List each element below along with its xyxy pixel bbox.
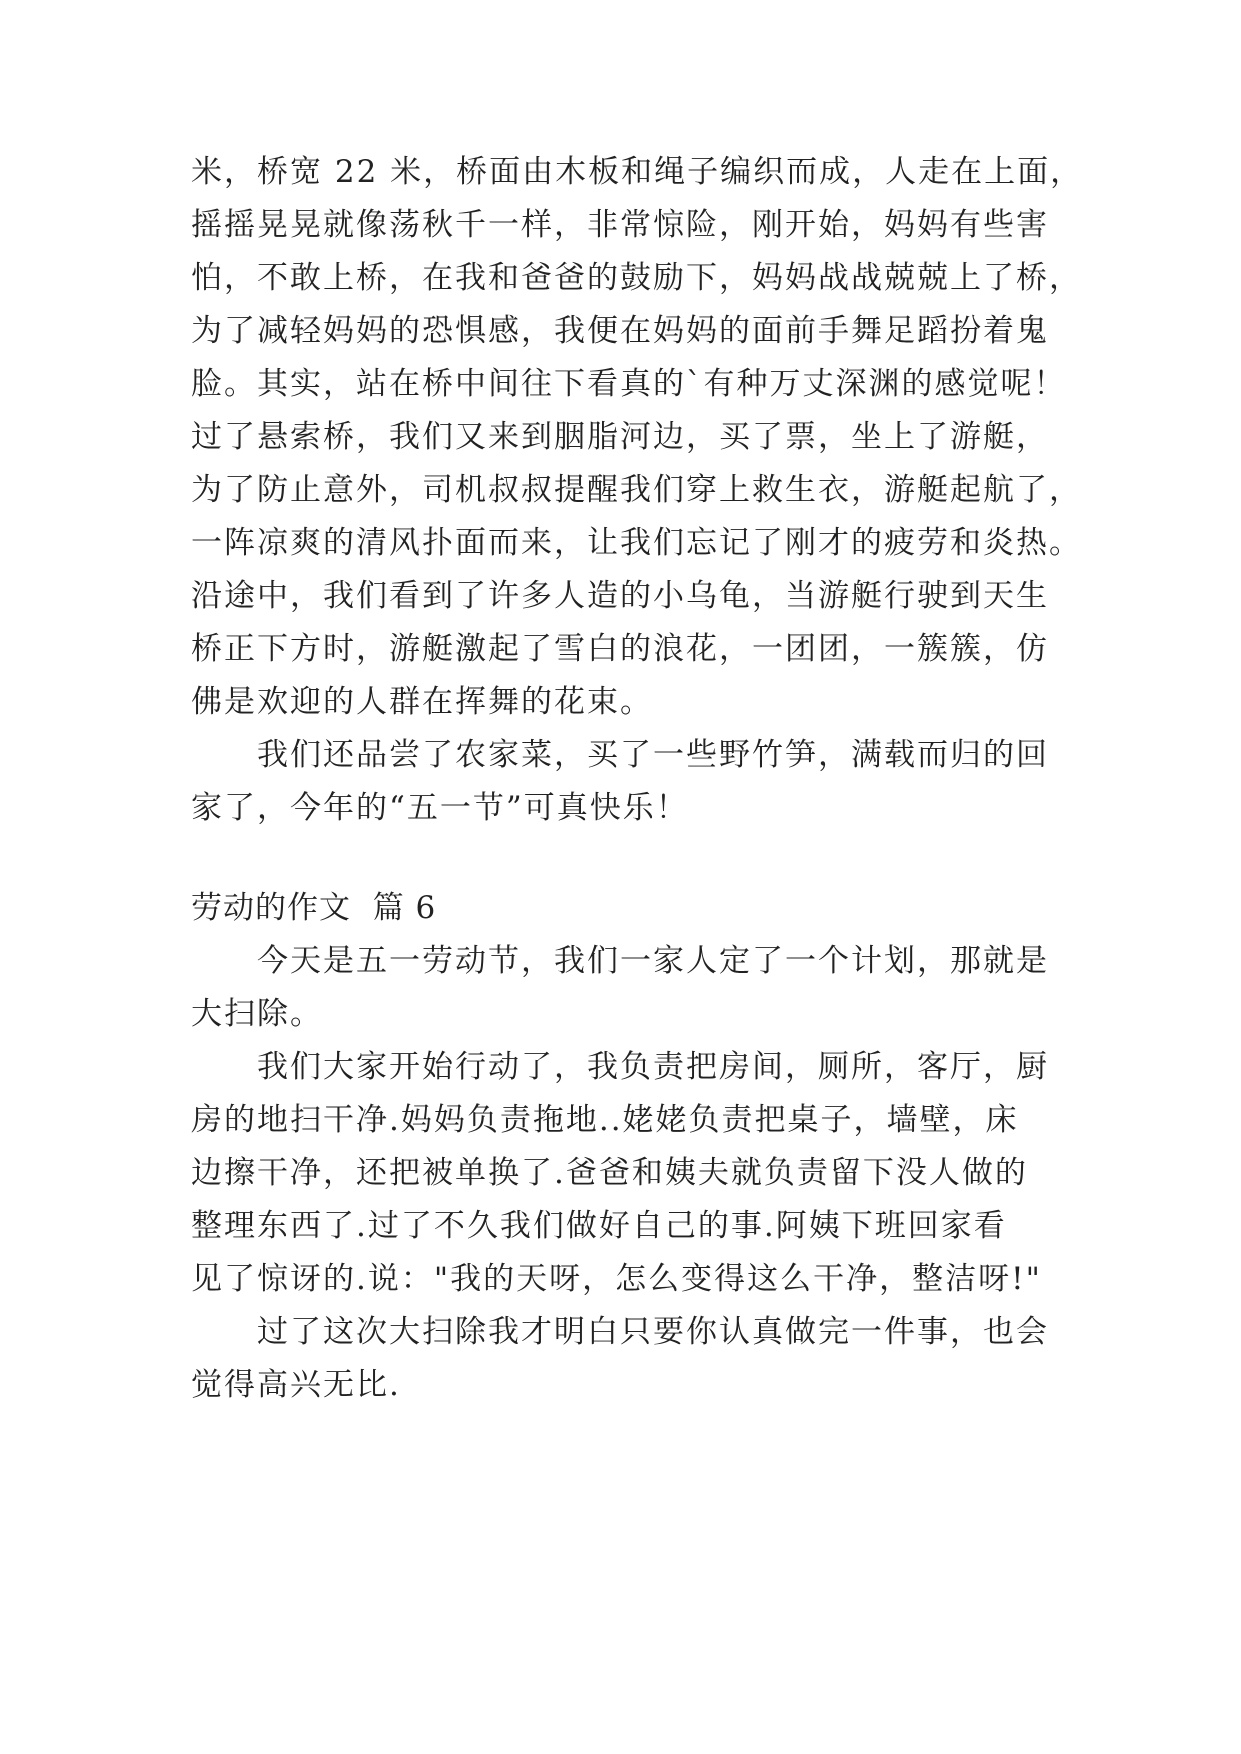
text-line: 沿途中，我们看到了许多人造的小乌龟，当游艇行驶到天生 <box>191 578 1049 614</box>
text-line: 过了悬索桥，我们又来到胭脂河边，买了票，坐上了游艇， <box>191 419 1049 455</box>
text-line: 今天是五一劳动节，我们一家人定了一个计划，那就是 <box>191 943 1049 979</box>
text-line: 大扫除。 <box>191 996 323 1032</box>
text-line: 怕，不敢上桥，在我和爸爸的鼓励下，妈妈战战兢兢上了桥， <box>191 260 1082 296</box>
text-line: 脸。其实，站在桥中间往下看真的`有种万丈深渊的感觉呢！ <box>191 366 1067 402</box>
text-line: 我们大家开始行动了，我负责把房间，厕所，客厅，厨 <box>191 1049 1049 1085</box>
text-line: 为了防止意外，司机叔叔提醒我们穿上救生衣，游艇起航了， <box>191 472 1082 508</box>
text-line: 过了这次大扫除我才明白只要你认真做完一件事，也会 <box>191 1314 1049 1350</box>
section-heading: 劳动的作文 篇 6 <box>191 890 437 926</box>
text-line: 一阵凉爽的清风扑面而来，让我们忘记了刚才的疲劳和炎热。 <box>191 525 1082 561</box>
text-line: 见了惊讶的.说："我的天呀，怎么变得这么干净，整洁呀!" <box>191 1261 1042 1297</box>
text-line: 米，桥宽 22 米，桥面由木板和绳子编织而成，人走在上面， <box>191 154 1084 190</box>
text-line: 佛是欢迎的人群在挥舞的花束。 <box>191 684 653 720</box>
text-line: 家了，今年的“五一节”可真快乐！ <box>191 790 689 826</box>
text-line: 摇摇晃晃就像荡秋千一样，非常惊险，刚开始，妈妈有些害 <box>191 207 1049 243</box>
text-line: 边擦干净，还把被单换了.爸爸和姨夫就负责留下没人做的 <box>191 1155 1028 1191</box>
text-line: 房的地扫干净.妈妈负责拖地..姥姥负责把桌子，墙壁，床 <box>191 1102 1019 1138</box>
text-line: 觉得高兴无比. <box>191 1367 401 1403</box>
text-line: 桥正下方时，游艇激起了雪白的浪花，一团团，一簇簇，仿 <box>191 631 1049 667</box>
text-line: 我们还品尝了农家菜，买了一些野竹笋，满载而归的回 <box>191 737 1049 773</box>
text-line: 为了减轻妈妈的恐惧感，我便在妈妈的面前手舞足蹈扮着鬼 <box>191 313 1049 349</box>
text-line: 整理东西了.过了不久我们做好自己的事.阿姨下班回家看 <box>191 1208 1007 1244</box>
